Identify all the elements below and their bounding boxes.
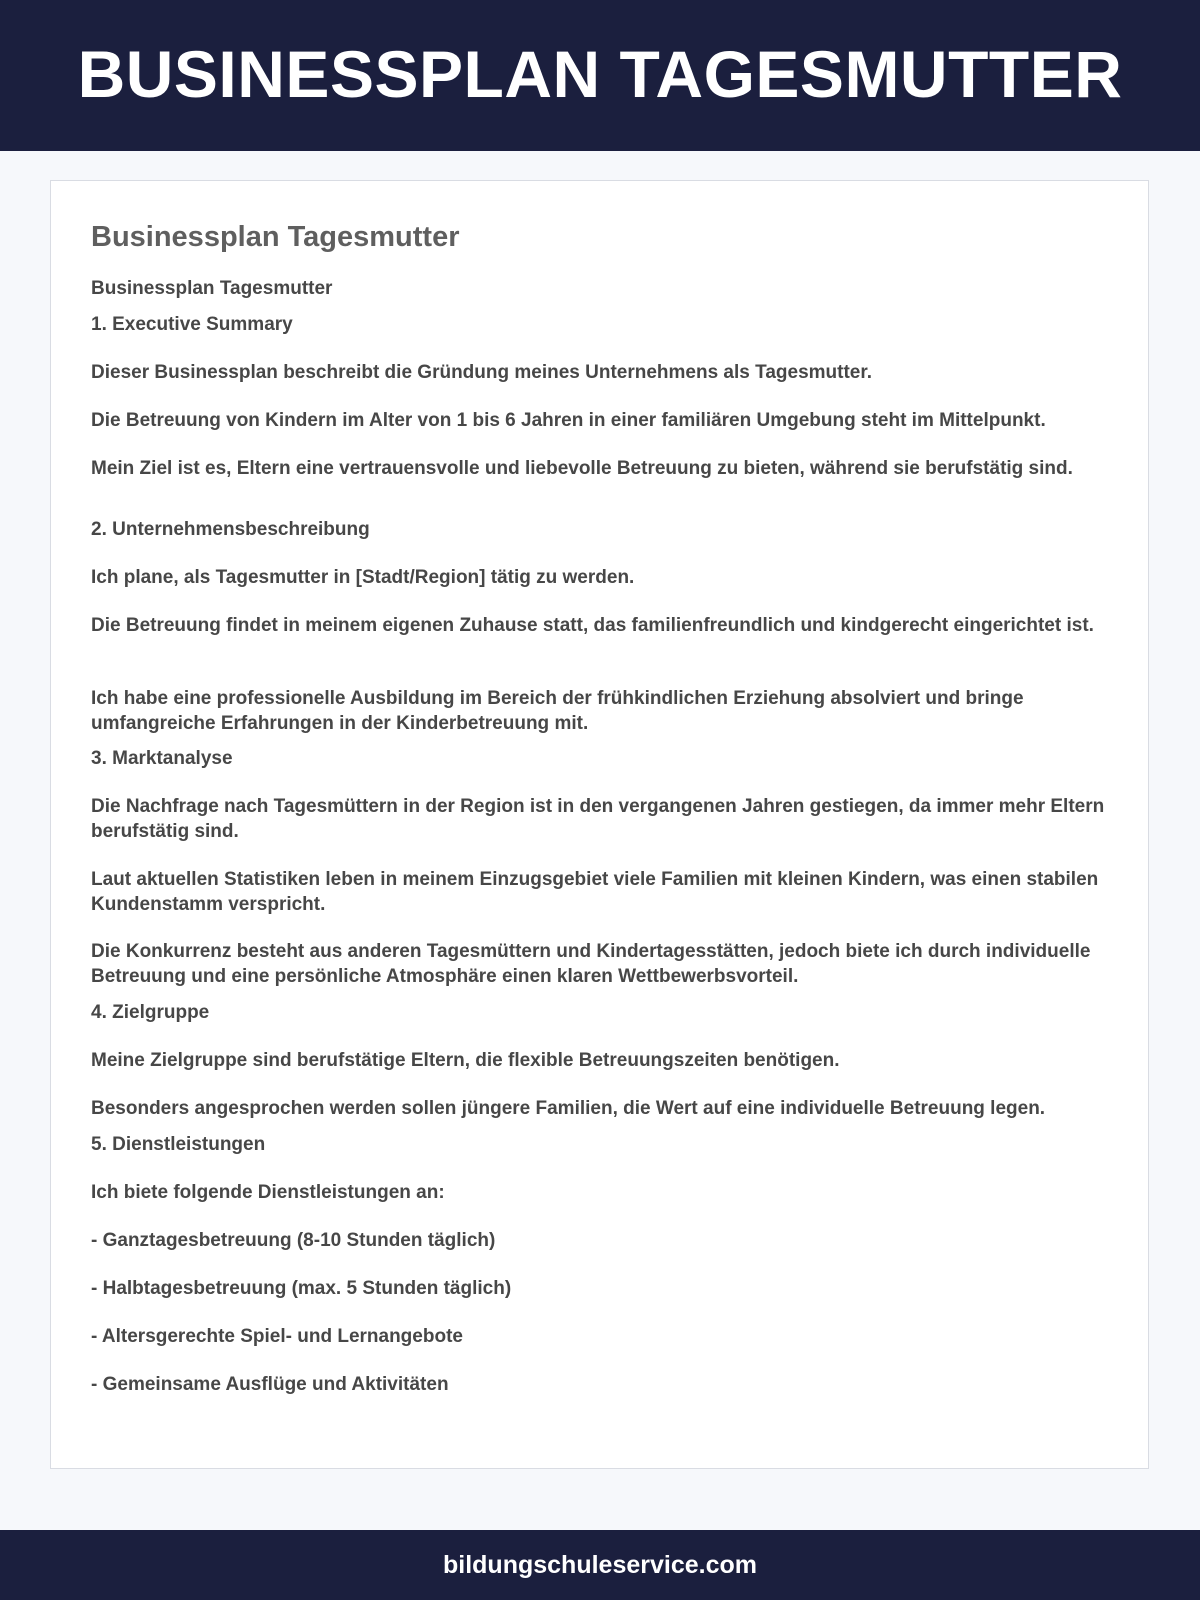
paragraph: Mein Ziel ist es, Eltern eine vertrauensvolle und liebevolle Betreuung zu bieten, während sie berufstätig sind. <box>91 458 1073 479</box>
list-item: - Altersgerechte Spiel- und Lernangebote <box>91 1326 463 1347</box>
section-heading-services: 5. Dienstleistungen <box>91 1134 266 1155</box>
paragraph: Die Nachfrage nach Tagesmüttern in der Region ist in den vergangenen Jahren gestiegen, da immer mehr Eltern berufstätig sind. <box>91 796 1105 842</box>
paragraph: Dieser Businessplan beschreibt die Gründung meines Unternehmens als Tagesmutter. <box>91 362 872 383</box>
footer-site-name: bildungschuleservice.com <box>443 1550 757 1579</box>
paragraph: Die Betreuung von Kindern im Alter von 1 bis 6 Jahren in einer familiären Umgebung steht im Mittelpunkt. <box>91 410 1046 431</box>
footer-bar <box>0 1530 1200 1600</box>
section-heading-executive-summary: 1. Executive Summary <box>91 314 293 335</box>
paragraph: Ich plane, als Tagesmutter in [Stadt/Region] tätig zu werden. <box>91 567 635 588</box>
title-banner <box>0 0 1200 151</box>
document-card <box>50 180 1149 1469</box>
banner-title: BUSINESSPLAN TAGESMUTTER <box>77 36 1123 111</box>
list-item: - Halbtagesbetreuung (max. 5 Stunden täglich) <box>91 1278 512 1299</box>
paragraph: Laut aktuellen Statistiken leben in meinem Einzugsgebiet viele Familien mit kleinen Kindern, was einen stabilen Kundenstamm verspricht. <box>91 869 1099 915</box>
section-heading-market-analysis: 3. Marktanalyse <box>91 748 233 769</box>
document-subtitle: Businessplan Tagesmutter <box>91 278 333 299</box>
list-item: - Gemeinsame Ausflüge und Aktivitäten <box>91 1374 449 1395</box>
list-item: - Ganztagesbetreuung (8-10 Stunden täglich) <box>91 1230 496 1251</box>
paragraph: Die Konkurrenz besteht aus anderen Tagesmüttern und Kindertagesstätten, jedoch biete ich durch individuelle Betreuung und eine persönliche Atmosphäre einen klaren Wettbewerbsvorteil. <box>91 941 1091 987</box>
paragraph: Meine Zielgruppe sind berufstätige Eltern, die flexible Betreuungszeiten benötigen. <box>91 1050 840 1071</box>
section-heading-target-group: 4. Zielgruppe <box>91 1002 210 1023</box>
section-heading-company: 2. Unternehmensbeschreibung <box>91 519 370 540</box>
paragraph: Besonders angesprochen werden sollen jüngere Familien, die Wert auf eine individuelle Betreuung legen. <box>91 1098 1046 1119</box>
paragraph: Ich biete folgende Dienstleistungen an: <box>91 1182 445 1203</box>
document-title: Businessplan Tagesmutter <box>91 221 460 253</box>
paragraph: Die Betreuung findet in meinem eigenen Zuhause statt, das familienfreundlich und kindgerecht eingerichtet ist. <box>91 615 1094 636</box>
paragraph: Ich habe eine professionelle Ausbildung im Bereich der frühkindlichen Erziehung absolviert und bringe umfangreiche Erfahrungen in der Kinderbetreuung mit. <box>91 688 1024 734</box>
